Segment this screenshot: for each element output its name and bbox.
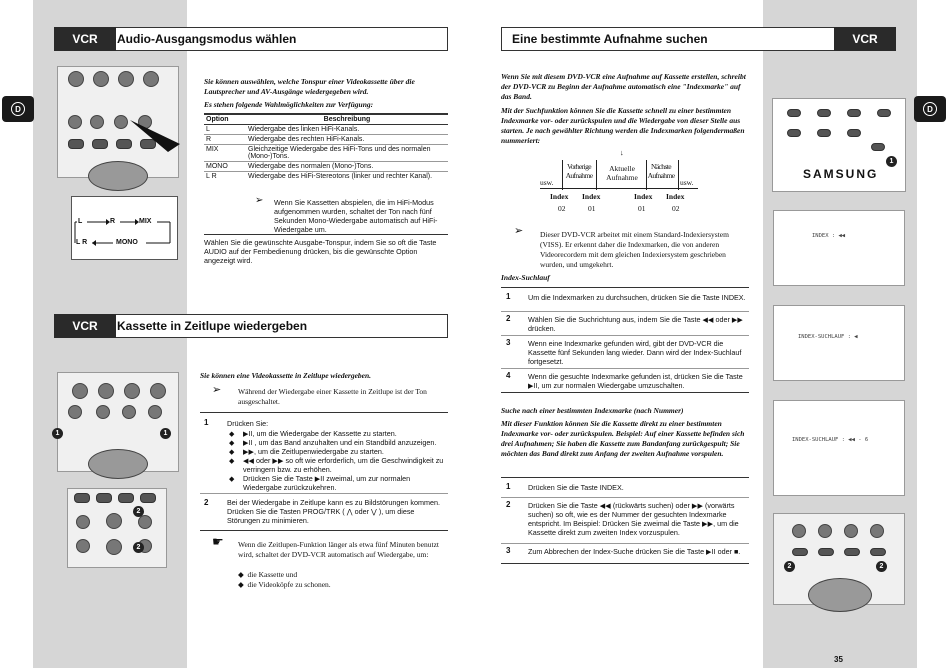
panel-button (817, 109, 831, 117)
step-text: Zum Abbrechen der Index-Suche drücken Sie die Taste ▶II oder ■. (528, 547, 741, 556)
row-desc: Wiedergabe des HiFi-Stereotons (linker und rechter Kanal). (248, 173, 433, 180)
info-button (92, 139, 108, 149)
row-opt: MIX (206, 146, 219, 153)
steps2: 1 Drücken Sie die Taste INDEX. 2 Drücken Sie die Taste ◀◀ (rückwärts suchen) oder ▶▶ (vorwärts suchen) so oft, wie es der Nummer der gesuchten Indexmarke entspricht. Im Beispiel: Drücken Sie zweimal die Taste ▶▶, um die Kassette direkt zum zweiten Index vorzuspulen. 3 Zum Abbrechen der Index-Suche drücken Sie die Taste ▶II oder ■. (501, 480, 749, 564)
vol-up-button (138, 515, 152, 529)
diagram-mono: MONO (116, 239, 138, 246)
remote-control-illustration (57, 372, 179, 472)
section1-header (54, 27, 448, 51)
panel-button (787, 129, 801, 137)
panel-button (847, 129, 861, 137)
step-number: 2 (204, 498, 209, 507)
section1-title: Audio-Ausgangsmodus wählen (117, 32, 297, 46)
right-section-tab: D (914, 96, 946, 122)
nav-pad (808, 578, 872, 612)
play-button (844, 524, 858, 538)
right-intro1: Wenn Sie mit diesem DVD-VCR eine Aufnahme auf Kassette erstellen, schreibt der DVD-VCR zu Beginn der Aufnahme automatisch eine "Indexmarke" auf das Band. (501, 72, 746, 101)
tv-button (118, 493, 134, 503)
diagram-mix: MIX (139, 218, 152, 225)
diagram-lr: L R (76, 239, 88, 246)
row-opt: L R (206, 173, 217, 180)
remote-control-illustration (67, 488, 167, 568)
panel-button (817, 129, 831, 137)
step-marker: 2 (784, 561, 795, 572)
step-marker: 1 (886, 156, 897, 167)
vcr-button (96, 493, 112, 503)
right-title: Eine bestimmte Aufnahme suchen (512, 32, 708, 46)
diagram-r: R (110, 218, 116, 225)
sub-heading-index-search: Index-Suchlauf (501, 273, 550, 282)
mute-button (93, 71, 109, 87)
play-button (114, 115, 128, 129)
step-text: Drücken Sie die Taste ◀◀ (rückwärts suchen) oder ▶▶ (vorwärts suchen) so oft, wie es der Nummer der gesuchten Indexmarke entspricht. Im Beispiel: Drücken Sie zweimal die Taste ▶▶, um die Kassette direkt zum zweiten Index vorzuspulen. (528, 501, 739, 537)
section2-note2: Wenn die Zeitlupen-Funktion länger als etwa fünf Minuten benutzt wird, schaltet der DVD-VCR automatisch auf Wiedergabe, um: (238, 540, 440, 559)
step-marker: 1 (160, 428, 171, 439)
prog-down-button (106, 539, 122, 555)
note-arrow-icon: ➢ (514, 225, 524, 237)
step-text: Wenn eine Indexmarke gefunden wird, gibt der DVD-VCR die Kassette fünf Sekunden lang wieder. Dann wird der Index-Suchlauf fortgesetzt. (528, 339, 742, 366)
row-desc: Wiedergabe des linken HiFi-Kanals. (248, 126, 360, 133)
mute-button (98, 383, 114, 399)
section1-note: Wenn Sie Kassetten abspielen, die im HiFi-Modus aufgenommen wurden, schaltet der Ton nach fünf Sekunden Mono-Wiedergabe automatisch auf HiFi-Wiedergabe um. (274, 198, 438, 234)
menu-button (792, 548, 808, 556)
index-number: 01 (588, 204, 596, 213)
input-button (140, 493, 156, 503)
vcr-front-panel (772, 98, 906, 192)
section2-title: Kassette in Zeitlupe wiedergeben (117, 319, 308, 333)
left-section-tab: D (2, 96, 34, 122)
vol-down-button (76, 539, 90, 553)
ff-button (148, 405, 162, 419)
step-number: 1 (204, 418, 209, 427)
panel-button (877, 109, 891, 117)
step1-label: Drücken Sie: (227, 419, 269, 428)
cell-etc-right: usw. (680, 178, 694, 187)
col-desc: Beschreibung (323, 116, 371, 123)
nav-pad (88, 449, 148, 479)
sub2-intro: Mit dieser Funktion können Sie die Kassette direkt zu einer bestimmten Indexmarke vor- oder zurückspulen. Beispiel: Auf einer Kassette befinden sich drei Aufnahmen; Sie haben die Kassette zum Bandanfang zurückgespult; Sie möchten das Band direkt zum Anfang der zweiten Aufnahme vorspulen. (501, 419, 745, 458)
right-header (501, 27, 896, 51)
stop-button (818, 524, 832, 538)
index-diagram (540, 148, 700, 216)
stop-button (90, 115, 104, 129)
cell-previous: Vorherige Aufnahme (565, 162, 593, 180)
section2-note1: Während der Wiedergabe einer Kassette in Zeitlupe ist der Ton ausgeschaltet. (238, 387, 427, 406)
index-label: Index (582, 192, 601, 201)
info-button (818, 548, 834, 556)
index-number: 01 (638, 204, 646, 213)
diagram-l: L (78, 218, 83, 225)
screen-text: INDEX-SUCHLAUF : ◀ (798, 334, 858, 340)
audio-mode-diagram (71, 196, 178, 260)
brand-logo: SAMSUNG (803, 167, 879, 181)
step-marker: 2 (133, 542, 144, 553)
list-item: ▶II, um die Wiedergabe der Kassette zu starten. (243, 429, 397, 438)
row-opt: MONO (206, 163, 228, 170)
prog-up-button (106, 513, 122, 529)
play-button (122, 405, 136, 419)
screen-text: INDEX : ◀◀ (812, 233, 846, 239)
return-button (870, 548, 886, 556)
panel-button (787, 109, 801, 117)
vcr-tag: VCR (834, 27, 896, 51)
vcr-tag: VCR (54, 27, 116, 51)
steps1: 1 Um die Indexmarken zu durchsuchen, drücken Sie die Taste INDEX. 2 Wählen Sie die Suchrichtung aus, indem Sie die Taste ◀◀ oder ▶▶ drücken. 3 Wenn eine Indexmarke gefunden wird, gibt der DVD-VCR die Kassette fünf Sekunden lang wieder. Dann wird der Index-Suchlauf fortgesetzt. 4 Wenn die gesuchte Indexmarke gefunden ist, drücken Sie die Taste ▶II, um zur normalen Wiedergabe umzuschalten. (501, 290, 749, 393)
list-item: ◀◀ oder ▶▶ so oft wie erforderlich, um die Geschwindigkeit zu verringern bzw. zu erhöhen. (243, 456, 444, 474)
index-label: Index (550, 192, 569, 201)
step-text: Um die Indexmarken zu durchsuchen, drücken Sie die Taste INDEX. (528, 293, 746, 302)
cell-etc-left: usw. (540, 178, 554, 187)
step-marker: 1 (52, 428, 63, 439)
down-arrow: ↓ (620, 148, 624, 157)
dvd-button (74, 493, 90, 503)
index-number: 02 (672, 204, 680, 213)
audio-button (150, 383, 166, 399)
ff-button (870, 524, 884, 538)
row-desc: Wiedergabe des normalen (Mono-)Tons. (248, 163, 374, 170)
fadv-button (124, 383, 140, 399)
list-item: die Videoköpfe zu schonen. (247, 580, 331, 589)
fadv-button (118, 71, 134, 87)
section1-footer: Wählen Sie die gewünschte Ausgabe-Tonspur, indem Sie so oft die Taste AUDIO auf der Fernbedienung drücken, bis die gewünschte Option angezeigt wird. (204, 238, 437, 265)
osd-screen (773, 305, 905, 381)
hand-note-icon: ☛ (212, 534, 224, 549)
section2-intro: Sie können eine Videokassette in Zeitlupe wiedergeben. (200, 371, 372, 380)
index-label: Index (666, 192, 685, 201)
step-text: Wählen Sie die Suchrichtung aus, indem Sie die Taste ◀◀ oder ▶▶ drücken. (528, 315, 743, 333)
list-item: ▶▶, um die Zeitlupenwiedergabe zu starten. (243, 447, 384, 456)
index-number: 02 (558, 204, 566, 213)
options-table (204, 113, 448, 181)
index-label: Index (634, 192, 653, 201)
rew-button (792, 524, 806, 538)
right-intro2: Mit der Suchfunktion können Sie die Kassette schnell zu einer bestimmten Indexmarke vor- oder zurückspulen und die Wiedergabe von dieser Stelle aus starten. Je nach gewählter Richtung werden die Indexmarken folgendermaßen nummeriert: (501, 106, 745, 145)
col-option: Option (206, 116, 229, 123)
cell-current: Aktuelle Aufnahme (606, 164, 638, 182)
list-item: die Kassette und (247, 570, 298, 579)
note2-list: ◆ die Kassette und ◆ die Videoköpfe zu schonen. (238, 570, 331, 589)
osd-screen (773, 400, 905, 496)
note-arrow-icon: ➢ (255, 195, 264, 206)
row-opt: R (206, 136, 212, 143)
eject-button (68, 71, 84, 87)
section2-header (54, 314, 448, 338)
section1-intro: Sie können auswählen, welche Tonspur einer Videokassette über die Lautsprecher und AV-Ausgänge wiedergegeben wird. (204, 77, 415, 96)
viss-note: Dieser DVD-VCR arbeitet mit einem Standard-Indexiersystem (VISS). Er erkennt daher die Indexmarken, die von anderen Videorecordern mit dem gleichen Indexiersystem geschrieben wurden, und umgekehrt. (540, 230, 729, 269)
page-number: 35 (834, 655, 843, 664)
remote-control-illustration (773, 513, 905, 605)
rew-button (68, 115, 82, 129)
pointer-arrow (130, 120, 190, 160)
step-marker: 2 (133, 506, 144, 517)
eject-button (72, 383, 88, 399)
list-item: Drücken Sie die Taste ▶II zweimal, um zur normalen Wiedergabe zurückzukehren. (243, 474, 411, 492)
row-opt: L (206, 126, 210, 133)
stop-button (96, 405, 110, 419)
section2-step2: Bei der Wiedergabe in Zeitlupe kann es zu Bildstörungen kommen. Drücken Sie die Tasten PROG/TRK ( ⋀ oder ⋁ ), um diese Störungen zu minimieren. (227, 498, 440, 525)
list-item: ▶II , um das Band anzuhalten und ein Standbild anzuzeigen. (243, 438, 437, 447)
section1-intro2: Es stehen folgende Wahlmöglichkeiten zur Verfügung: (204, 100, 374, 109)
vol-up-button (76, 515, 90, 529)
step1-list: ◆ ▶II, um die Wiedergabe der Kassette zu starten. ◆ ▶II , um das Band anzuhalten und ein Standbild anzuzeigen. ◆ ▶▶, um die Zeitlupenwiedergabe zu starten. ◆ ◀◀ oder ▶▶ so oft wie erforderlich, um die Geschwindigkeit zu verringern bzw. zu erhöhen. ◆ Drücken Sie die Taste ▶II zweimal, um zur normalen Wiedergabe zurückzukehren. (229, 429, 444, 492)
screen-text: INDEX-SUCHLAUF : ◀◀ - 6 (792, 437, 869, 443)
step-text: Wenn die gesuchte Indexmarke gefunden ist, drücken Sie die Taste ▶II, um zur normalen Wiedergabe umzuschalten. (528, 372, 743, 390)
step-text: Drücken Sie die Taste INDEX. (528, 483, 624, 492)
note-arrow-icon: ➢ (212, 384, 222, 396)
audio-button (143, 71, 159, 87)
diagram-arrows (72, 197, 179, 261)
row-desc: Gleichzeitige Wiedergabe des HiFi-Tons und des normalen (Mono-)Tons. (248, 146, 431, 160)
index-button (871, 143, 885, 151)
cell-next: Nächste Aufnahme (647, 162, 675, 180)
sub-heading-number-search: Suche nach einer bestimmten Indexmarke (nach Nummer) (501, 406, 684, 415)
clear-button (844, 548, 860, 556)
panel-button (847, 109, 861, 117)
nav-pad (88, 161, 148, 191)
row-desc: Wiedergabe des rechten HiFi-Kanals. (248, 136, 365, 143)
menu-button (68, 139, 84, 149)
rew-button (68, 405, 82, 419)
osd-screen (773, 210, 905, 286)
step-marker: 2 (876, 561, 887, 572)
vcr-tag: VCR (54, 314, 116, 338)
